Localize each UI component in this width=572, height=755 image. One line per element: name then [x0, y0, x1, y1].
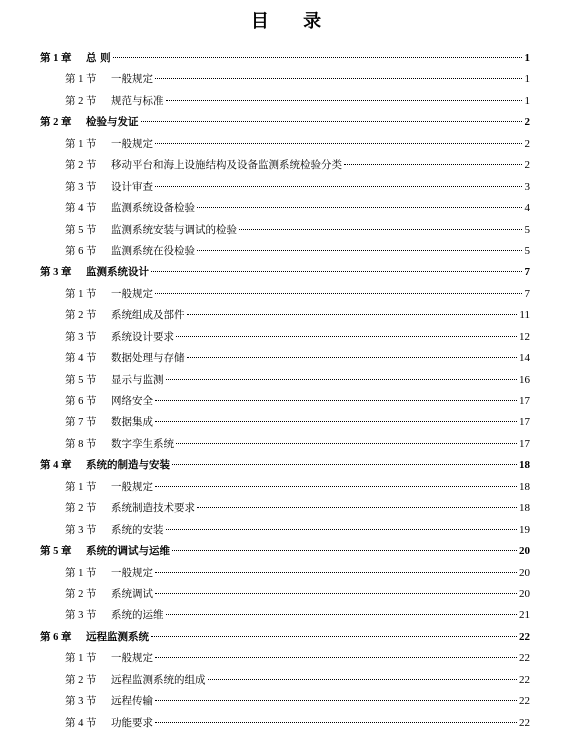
toc-section-entry — [40, 180, 530, 201]
table-of-contents — [40, 51, 530, 737]
dot-leader — [113, 57, 522, 58]
entry-title: 一般规定 — [111, 566, 153, 579]
toc-section-entry — [40, 158, 530, 179]
toc-section-entry — [40, 480, 530, 501]
dot-leader — [176, 443, 517, 444]
entry-title: 数据处理与存储 — [111, 352, 185, 365]
entry-number: 第 1 节 — [65, 653, 97, 665]
toc-section-entry — [40, 330, 530, 351]
entry-number: 第 4 章 — [40, 460, 72, 472]
toc-chapter-entry — [40, 115, 530, 136]
entry-page-number: 5 — [524, 223, 530, 236]
toc-section-entry — [40, 394, 530, 415]
toc-section-entry — [40, 437, 530, 458]
dot-leader — [187, 357, 518, 358]
entry-title: 远程监测系统 — [86, 630, 149, 643]
entry-page-number: 17 — [519, 437, 530, 450]
dot-leader — [151, 636, 517, 637]
dot-leader — [172, 464, 517, 465]
entry-page-number: 22 — [519, 716, 530, 729]
entry-title: 系统的调试与运维 — [86, 545, 170, 558]
dot-leader — [176, 336, 517, 337]
entry-page-number: 11 — [519, 309, 530, 322]
dot-leader — [166, 614, 518, 615]
entry-page-number: 17 — [519, 416, 530, 429]
toc-section-entry — [40, 287, 530, 308]
entry-page-number: 14 — [519, 352, 530, 365]
toc-chapter-entry — [40, 458, 530, 479]
entry-number: 第 2 节 — [65, 588, 97, 600]
dot-leader — [155, 700, 517, 701]
toc-section-entry — [40, 351, 530, 372]
entry-page-number: 1 — [524, 73, 530, 86]
toc-section-entry — [40, 694, 530, 715]
dot-leader — [155, 186, 522, 187]
entry-page-number: 20 — [519, 587, 530, 600]
dot-leader — [155, 78, 522, 79]
entry-page-number: 4 — [524, 202, 530, 215]
toc-section-entry — [40, 566, 530, 587]
entry-title: 一般规定 — [111, 287, 153, 300]
dot-leader — [172, 550, 517, 551]
entry-number: 第 3 节 — [65, 524, 97, 536]
entry-title: 功能要求 — [111, 716, 153, 729]
entry-title: 远程传输 — [111, 695, 153, 708]
entry-title: 系统设计要求 — [111, 330, 174, 343]
dot-leader — [166, 379, 518, 380]
entry-title: 系统组成及部件 — [111, 309, 185, 322]
entry-title: 检验与发证 — [86, 116, 139, 129]
dot-leader — [344, 164, 522, 165]
entry-title: 设计审查 — [111, 180, 153, 193]
toc-section-entry — [40, 201, 530, 222]
entry-page-number: 2 — [524, 159, 530, 172]
entry-page-number: 2 — [524, 137, 530, 150]
toc-chapter-entry — [40, 265, 530, 286]
toc-section-entry — [40, 651, 530, 672]
entry-number: 第 3 节 — [65, 696, 97, 708]
entry-number: 第 2 章 — [40, 117, 72, 129]
entry-number: 第 6 节 — [65, 245, 97, 257]
dot-leader — [155, 572, 517, 573]
entry-number: 第 1 章 — [40, 53, 72, 64]
entry-title: 监测系统安装与调试的检验 — [111, 223, 237, 236]
dot-leader — [155, 722, 517, 723]
toc-section-entry — [40, 94, 530, 115]
entry-number: 第 1 节 — [65, 74, 97, 86]
entry-page-number: 3 — [524, 180, 530, 193]
entry-page-number: 20 — [519, 566, 530, 579]
dot-leader — [197, 250, 522, 251]
entry-title: 一般规定 — [111, 137, 153, 150]
entry-number: 第 4 节 — [65, 353, 97, 365]
dot-leader — [208, 679, 518, 680]
entry-title: 数字孪生系统 — [111, 437, 174, 450]
entry-page-number: 20 — [519, 545, 530, 558]
entry-page-number: 22 — [519, 630, 530, 643]
entry-title: 一般规定 — [111, 480, 153, 493]
dot-leader — [187, 314, 518, 315]
entry-title: 系统制造技术要求 — [111, 502, 195, 515]
toc-chapter-entry — [40, 544, 530, 565]
entry-title: 规范与标准 — [111, 94, 164, 107]
entry-number: 第 7 节 — [65, 417, 97, 429]
dot-leader — [141, 121, 523, 122]
entry-page-number: 5 — [524, 244, 530, 257]
entry-number: 第 5 节 — [65, 374, 97, 386]
toc-section-entry — [40, 716, 530, 737]
entry-number: 第 6 章 — [40, 631, 72, 643]
entry-title: 监测系统在役检验 — [111, 244, 195, 257]
entry-page-number: 22 — [519, 695, 530, 708]
dot-leader — [166, 100, 523, 101]
entry-title: 远程监测系统的组成 — [111, 673, 206, 686]
entry-title: 系统调试 — [111, 587, 153, 600]
entry-page-number: 19 — [519, 523, 530, 536]
dot-leader — [155, 657, 517, 658]
entry-title: 监测系统设备检验 — [111, 202, 195, 215]
entry-number: 第 2 节 — [65, 503, 97, 515]
dot-leader — [155, 293, 522, 294]
dot-leader — [151, 271, 522, 272]
entry-title: 系统的制造与安装 — [86, 459, 170, 472]
entry-page-number: 16 — [519, 373, 530, 386]
entry-number: 第 3 章 — [40, 267, 72, 279]
entry-title: 监测系统设计 — [86, 266, 149, 279]
entry-number: 第 1 节 — [65, 567, 97, 579]
entry-number: 第 2 节 — [65, 95, 97, 107]
entry-number: 第 2 节 — [65, 160, 97, 172]
dot-leader — [197, 207, 522, 208]
dot-leader — [155, 421, 517, 422]
dot-leader — [239, 229, 522, 230]
dot-leader — [155, 486, 517, 487]
entry-page-number: 18 — [519, 459, 530, 472]
toc-section-entry — [40, 72, 530, 93]
entry-title: 数据集成 — [111, 416, 153, 429]
dot-leader — [155, 143, 522, 144]
toc-section-entry — [40, 223, 530, 244]
toc-section-entry — [40, 673, 530, 694]
toc-section-entry — [40, 415, 530, 436]
toc-section-entry — [40, 501, 530, 522]
entry-number: 第 5 章 — [40, 546, 72, 558]
entry-number: 第 3 节 — [65, 331, 97, 343]
entry-number: 第 2 节 — [65, 310, 97, 322]
page-title: 目 录 — [250, 11, 336, 32]
entry-page-number: 7 — [524, 287, 530, 300]
entry-number: 第 1 节 — [65, 481, 97, 493]
entry-number: 第 1 节 — [65, 288, 97, 300]
entry-page-number: 18 — [519, 480, 530, 493]
entry-title: 系统的安装 — [111, 523, 164, 536]
entry-number: 第 2 节 — [65, 674, 97, 686]
entry-page-number: 22 — [519, 652, 530, 665]
toc-section-entry — [40, 244, 530, 265]
entry-title: 一般规定 — [111, 652, 153, 665]
toc-section-entry — [40, 373, 530, 394]
entry-page-number: 21 — [519, 609, 530, 622]
entry-number: 第 1 节 — [65, 138, 97, 150]
toc-section-entry — [40, 308, 530, 329]
dot-leader — [166, 529, 518, 530]
entry-page-number: 12 — [519, 330, 530, 343]
entry-title: 移动平台和海上设施结构及设备监测系统检验分类 — [111, 159, 342, 172]
entry-number: 第 5 节 — [65, 224, 97, 236]
entry-title: 系统的运维 — [111, 609, 164, 622]
entry-page-number: 22 — [519, 673, 530, 686]
entry-page-number: 2 — [524, 116, 530, 129]
toc-chapter-entry — [40, 51, 530, 72]
entry-number: 第 4 节 — [65, 203, 97, 215]
entry-page-number: 7 — [524, 266, 530, 279]
entry-number: 第 8 节 — [65, 438, 97, 450]
entry-number: 第 3 节 — [65, 181, 97, 193]
toc-section-entry — [40, 523, 530, 544]
entry-page-number: 1 — [524, 94, 530, 107]
entry-title: 总 则 — [86, 52, 111, 64]
toc-chapter-entry — [40, 630, 530, 651]
entry-number: 第 4 节 — [65, 717, 97, 729]
dot-leader — [155, 593, 517, 594]
dot-leader — [155, 400, 517, 401]
dot-leader — [197, 507, 517, 508]
toc-section-entry — [40, 137, 530, 158]
entry-number: 第 6 节 — [65, 396, 97, 407]
entry-number: 第 3 节 — [65, 610, 97, 622]
entry-title: 网络安全 — [111, 395, 153, 407]
entry-page-number: 1 — [524, 52, 530, 64]
toc-section-entry — [40, 608, 530, 629]
entry-title: 一般规定 — [111, 73, 153, 86]
entry-title: 显示与监测 — [111, 373, 164, 386]
toc-section-entry — [40, 587, 530, 608]
entry-page-number: 17 — [519, 395, 530, 407]
entry-page-number: 18 — [519, 502, 530, 515]
